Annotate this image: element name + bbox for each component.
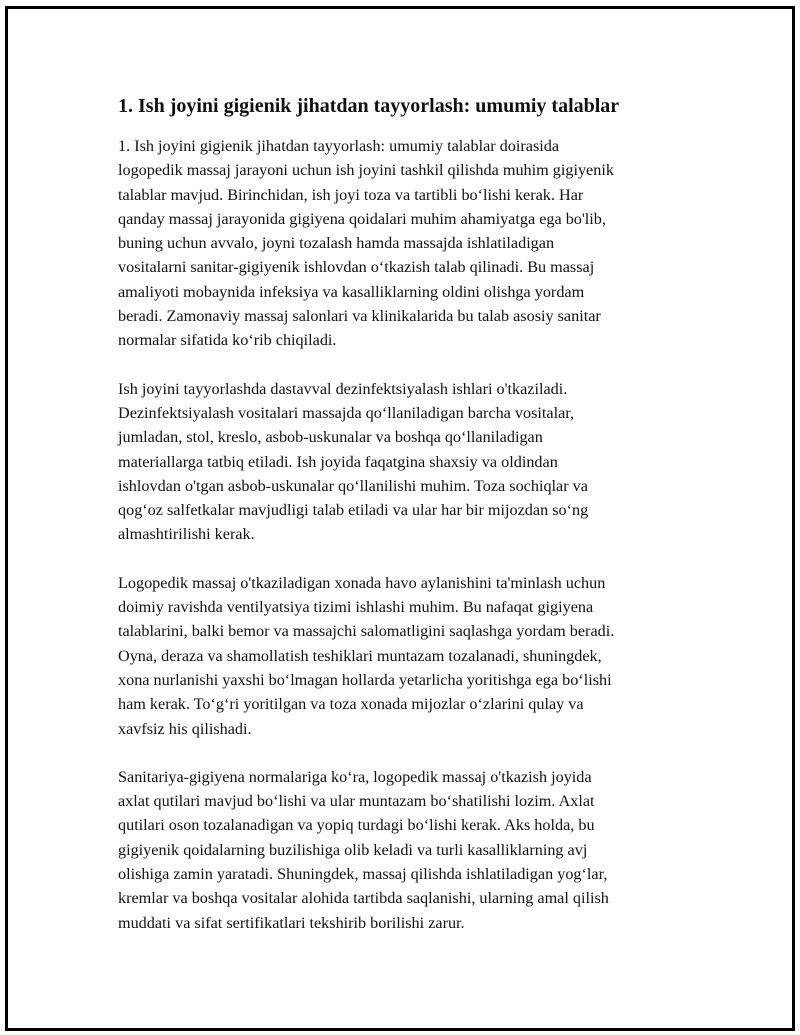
text-line: jumladan, stol, kreslo, asbob-uskunalar va boshqa qo‘llaniladigan	[118, 428, 543, 447]
text-line: kremlar va boshqa vositalar alohida tartibda saqlanishi, ularning amal qilish	[118, 889, 609, 908]
text-line: beradi. Zamonaviy massaj salonlari va klinikalarida bu talab asosiy sanitar	[118, 307, 601, 326]
text-line: xavfsiz his qilishadi.	[118, 719, 252, 738]
text-line: qog‘oz salfetkalar mavjudligi talab etiladi va ular har bir mijozdan so‘ng	[118, 501, 589, 520]
text-line: vositalarni sanitar-gigiyenik ishlovdan o‘tkazish talab qilinadi. Bu massaj	[118, 258, 595, 277]
text-line: xona nurlanishi yaxshi bo‘lmagan hollarda yetarlicha yoritishga ega bo‘lishi	[118, 670, 612, 689]
text-line: muddati va sifat sertifikatlari tekshirib borilishi zarur.	[118, 913, 465, 932]
paragraph-2	[118, 377, 698, 547]
text-line: almashtirilishi kerak.	[118, 525, 255, 544]
text-line: talablar mavjud. Birinchidan, ish joyi toza va tartibli bo‘lishi kerak. Har	[118, 185, 584, 204]
document-body	[118, 92, 698, 959]
text-line: 1. Ish joyini gigienik jihatdan tayyorlash: umumiy talablar doirasida	[118, 137, 560, 155]
text-line: talablarini, balki bemor va massajchi salomatligini saqlashga yordam beradi.	[118, 622, 615, 641]
paragraph-3	[118, 571, 698, 741]
text-line: doimiy ravishda ventilyatsiya tizimi ishlashi muhim. Bu nafaqat gigiyena	[118, 598, 594, 617]
text-line: Dezinfektsiyalash vositalari massajda qo‘llaniladigan barcha vositalar,	[118, 403, 575, 422]
document-title: 1. Ish joyini gigienik jihatdan tayyorlash: umumiy talablar	[118, 95, 620, 117]
text-line: axlat qutilari mavjud bo‘lishi va ular muntazam bo‘shatilishi lozim. Axlat	[118, 792, 595, 811]
paragraph-1	[118, 134, 698, 353]
text-line: materiallarga tatbiq etiladi. Ish joyida faqatgina shaxsiy va oldindan	[118, 452, 558, 471]
paragraph-4	[118, 765, 698, 935]
text-line: buning uchun avvalo, joyni tozalash hamda massajda ishlatiladigan	[118, 234, 555, 253]
text-line: Logopedik massaj o'tkaziladigan xonada havo aylanishini ta'minlash uchun	[118, 573, 606, 592]
text-line: Sanitariya-gigiyena normalariga ko‘ra, logopedik massaj o'tkazish joyida	[118, 767, 592, 786]
text-line: amaliyoti mobaynida infeksiya va kasalliklarning oldini olishga yordam	[118, 282, 585, 301]
text-line: qanday massaj jarayonida gigiyena qoidalari muhim ahamiyatga ega bo'lib,	[118, 209, 606, 228]
text-line: Ish joyini tayyorlashda dastavval dezinfektsiyalash ishlari o'tkaziladi.	[118, 379, 568, 398]
text-line: ishlovdan o'tgan asbob-uskunalar qo‘llanilishi muhim. Toza sochiqlar va	[118, 476, 588, 495]
text-line: logopedik massaj jarayoni uchun ish joyini tashkil qilishda muhim gigiyenik	[118, 161, 614, 180]
text-line: qutilari oson tozalanadigan va yopiq turdagi bo‘lishi kerak. Aks holda, bu	[118, 816, 595, 835]
text-line: olishiga zamin yaratadi. Shuningdek, massaj qilishda ishlatiladigan yog‘lar,	[118, 865, 608, 884]
text-line: gigiyenik qoidalarning buzilishiga olib keladi va turli kasalliklarning avj	[118, 840, 588, 859]
text-line: normalar sifatida ko‘rib chiqiladi.	[118, 331, 337, 350]
text-line: ham kerak. To‘g‘ri yoritilgan va toza xonada mijozlar o‘zlarini qulay va	[118, 695, 584, 714]
text-line: Oyna, deraza va shamollatish teshiklari muntazam tozalanadi, shuningdek,	[118, 646, 602, 665]
